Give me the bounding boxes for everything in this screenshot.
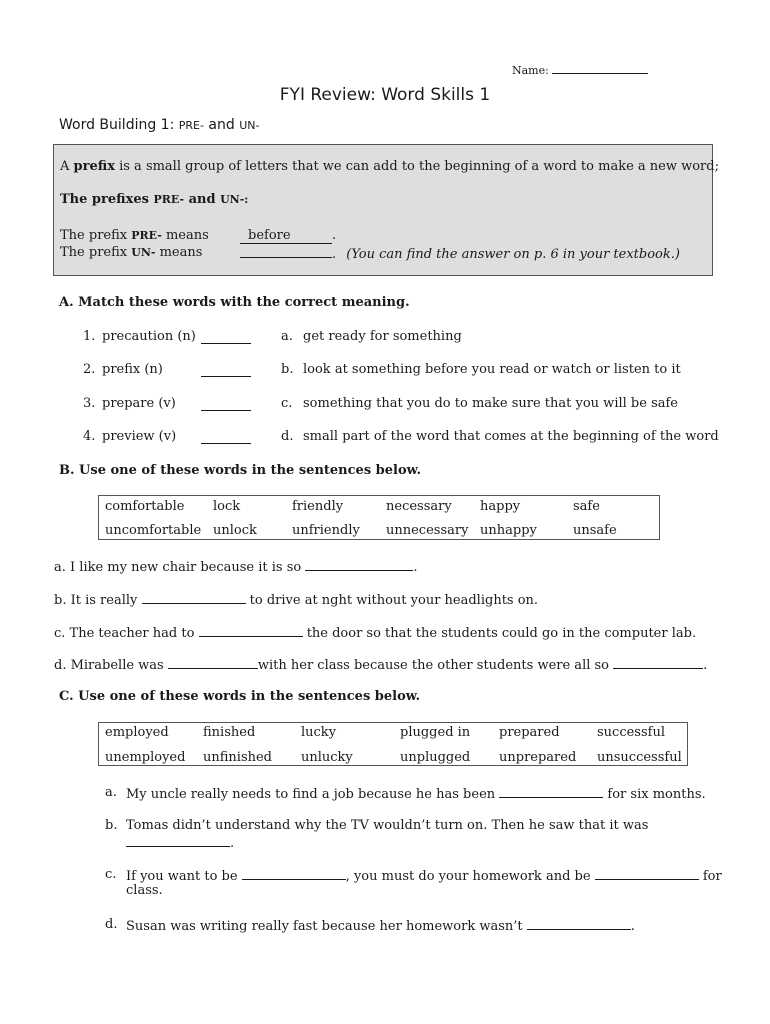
word-cell: unlock [213, 523, 257, 538]
sentence-c-c: c. If you want to be , you must do your homework and be for [105, 867, 722, 884]
sentence-c-c-line2: class. [126, 883, 163, 898]
sentence-b-d: d. Mirabelle was with her class because the other students were all so . [54, 658, 708, 673]
word-cell: unsafe [573, 523, 617, 538]
match-answer-blank[interactable] [201, 398, 251, 411]
word-cell: unlucky [301, 750, 353, 765]
word-cell: unhappy [480, 523, 537, 538]
prefixes-heading: The prefixes PRE- and UN-: [60, 192, 249, 207]
prefix-pre-row: The prefix PRE- means [60, 228, 209, 243]
answer-blank[interactable] [305, 558, 413, 571]
match-answer-blank[interactable] [201, 364, 251, 377]
sentence-c-b-line2: . [126, 834, 234, 851]
sentence-b-c: c. The teacher had to the door so that the students could go in the computer lab. [54, 626, 697, 641]
section-a-heading: A. Match these words with the correct meaning. [59, 295, 410, 310]
word-cell: unfriendly [292, 523, 360, 538]
meaning-letter: d. [281, 429, 294, 444]
item-number: 3. [83, 396, 96, 411]
answer-blank[interactable] [595, 867, 699, 880]
word-cell: necessary [386, 499, 452, 514]
item-word: prefix (n) [102, 362, 163, 377]
prefix-un-row: The prefix UN- means [60, 245, 203, 260]
word-cell: prepared [499, 725, 560, 740]
match-answer-blank[interactable] [201, 431, 251, 444]
answer-blank[interactable] [126, 834, 230, 847]
word-cell: unprepared [499, 750, 577, 765]
word-cell: friendly [292, 499, 344, 514]
prefix-definition: A prefix is a small group of letters that we can add to the beginning of a word to make a new word; [60, 159, 719, 174]
item-number: 2. [83, 362, 96, 377]
meaning-letter: c. [281, 396, 293, 411]
sentence-c-b: b. Tomas didn’t understand why the TV wouldn’t turn on. Then he saw that it was [105, 818, 649, 833]
answer-blank[interactable] [499, 785, 603, 798]
sentence-c-d: d. Susan was writing really fast because her homework wasn’t . [105, 917, 635, 934]
meaning-letter: b. [281, 362, 294, 377]
word-cell: unsuccessful [597, 750, 682, 765]
word-cell: unfinished [203, 750, 273, 765]
meaning-text: get ready for something [303, 329, 462, 344]
word-cell: unnecessary [386, 523, 469, 538]
word-cell: comfortable [105, 499, 185, 514]
meaning-text: something that you do to make sure that you will be safe [303, 396, 678, 411]
name-field [512, 61, 648, 77]
prefix-un-answer: . (You can find the answer on p. 6 in your textbook.) [240, 245, 680, 262]
word-cell: safe [573, 499, 600, 514]
word-cell: plugged in [400, 725, 471, 740]
word-cell: employed [105, 725, 169, 740]
item-word: precaution (n) [102, 329, 196, 344]
prefix-pre-answer: before . [240, 228, 336, 244]
item-word: preview (v) [102, 429, 177, 444]
sentence-b-b: b. It is really to drive at nght without your headlights on. [54, 593, 539, 608]
word-cell: successful [597, 725, 665, 740]
prefix-info-box [53, 144, 719, 276]
pre-answer-blank[interactable]: before [240, 228, 332, 244]
answer-blank[interactable] [168, 656, 258, 669]
answer-blank[interactable] [199, 624, 303, 637]
item-word: prepare (v) [102, 396, 176, 411]
word-cell: lock [213, 499, 241, 514]
sentence-c-a: a. My uncle really needs to find a job because he has been for six months. [105, 785, 706, 802]
word-cell: finished [203, 725, 256, 740]
answer-blank[interactable] [242, 867, 346, 880]
section-c-heading: C. Use one of these words in the sentences below. [59, 689, 421, 704]
meaning-letter: a. [281, 329, 293, 344]
answer-blank[interactable] [527, 917, 631, 930]
section-b-word-table [98, 495, 660, 540]
answer-blank[interactable] [613, 656, 703, 669]
section-b-heading: B. Use one of these words in the sentences below. [59, 463, 422, 478]
meaning-text: small part of the word that comes at the beginning of the word [303, 429, 719, 444]
page-title: FYI Review: Word Skills 1 [279, 85, 491, 105]
page-subtitle: Word Building 1: PRE- and UN- [59, 117, 260, 133]
match-answer-blank[interactable] [201, 331, 251, 344]
word-cell: uncomfortable [105, 523, 202, 538]
name-label: Name: [512, 64, 549, 77]
word-cell: lucky [301, 725, 337, 740]
name-blank[interactable] [552, 61, 648, 74]
word-cell: happy [480, 499, 521, 514]
word-cell: unemployed [105, 750, 186, 765]
section-c-word-table [98, 722, 688, 766]
un-answer-blank[interactable] [240, 245, 332, 258]
item-number: 1. [83, 329, 96, 344]
meaning-text: look at something before you read or watch or listen to it [303, 362, 681, 377]
word-cell: unplugged [400, 750, 471, 765]
sentence-b-a: a. I like my new chair because it is so . [54, 560, 418, 575]
item-number: 4. [83, 429, 96, 444]
answer-blank[interactable] [142, 591, 246, 604]
